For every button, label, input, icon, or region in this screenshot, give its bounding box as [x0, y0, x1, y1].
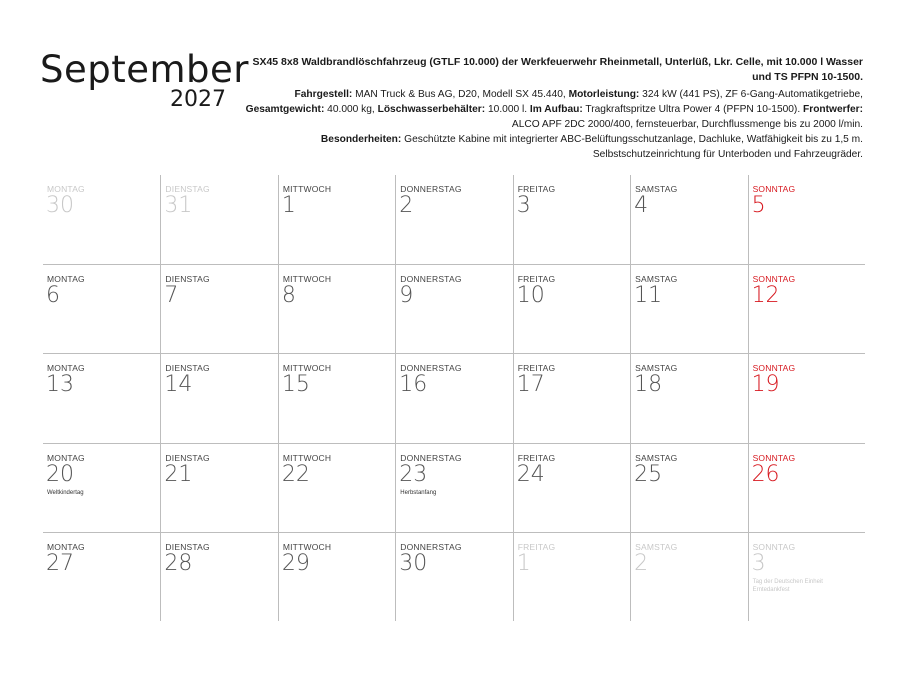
- holiday-note: Weltkindertag: [47, 489, 84, 496]
- day-number: 30: [46, 193, 74, 218]
- month-title: September: [40, 48, 250, 91]
- day-cell: [630, 264, 747, 353]
- day-number: 4: [634, 193, 649, 218]
- vehicle-title: SX45 8x8 Waldbrandlöschfahrzeug (GTLF 10.000) der Werkfeuerwehr Rheinmetall, Unterlüß, Lkr. Celle, mit 10.000 l Wasser und TS PFPN 10-1500.: [252, 56, 863, 83]
- day-cell: [513, 175, 630, 264]
- day-cell: [630, 443, 747, 532]
- weekday-label: DIENSTAG: [165, 363, 210, 374]
- day-cell: [395, 443, 512, 532]
- day-cell: [630, 353, 747, 442]
- day-cell: [630, 532, 747, 621]
- day-number: 3: [751, 550, 766, 576]
- weekday-label: MITTWOCH: [282, 274, 332, 285]
- day-number: 13: [46, 372, 74, 398]
- day-number: 31: [164, 193, 193, 218]
- day-number: 23: [399, 461, 428, 487]
- day-cell: [43, 532, 160, 621]
- day-number: 22: [281, 461, 310, 487]
- weekday-label: FREITAG: [517, 363, 556, 374]
- weekday-label: SAMSTAG: [635, 274, 678, 285]
- day-cell: [160, 175, 277, 264]
- vehicle-description: [245, 55, 863, 162]
- weekday-label: DIENSTAG: [165, 452, 210, 463]
- weekday-label: FREITAG: [517, 184, 556, 194]
- day-number: 1: [516, 550, 531, 576]
- weekday-label: DONNERSTAG: [400, 541, 462, 552]
- weekday-label: SONNTAG: [752, 541, 796, 552]
- holiday-note: Tag der Deutschen Einheit Erntedankfest: [752, 578, 823, 593]
- tank-label: Löschwasserbehälter:: [377, 104, 486, 115]
- weekday-label: SAMSTAG: [635, 363, 678, 374]
- tank-value: 10.000 l.: [485, 104, 530, 115]
- year-label: 2027: [170, 87, 226, 112]
- day-number: 2: [399, 193, 414, 218]
- day-cell: [160, 264, 277, 353]
- day-number: 29: [281, 550, 310, 576]
- day-number: 5: [751, 193, 766, 218]
- day-cell: [513, 264, 630, 353]
- day-number: 17: [516, 372, 545, 398]
- weekday-label: MONTAG: [47, 541, 85, 552]
- weekday-label: SAMSTAG: [635, 541, 678, 552]
- weekday-label: MONTAG: [47, 274, 85, 285]
- weekday-label: DIENSTAG: [165, 274, 210, 285]
- weekday-label: FREITAG: [517, 274, 556, 285]
- vehicle-specs: [245, 87, 863, 132]
- day-cell: [748, 443, 865, 532]
- monitor-value: ALCO APF 2DC 2000/400, fernsteuerbar, Durchflussmenge bis zu 2000 l/min.: [511, 119, 863, 130]
- weight-label: Gesamtgewicht:: [245, 104, 325, 115]
- day-cell: [43, 443, 160, 532]
- weight-value: 40.000 kg,: [324, 104, 378, 115]
- day-cell: [513, 353, 630, 442]
- monitor-label: Frontwerfer:: [803, 104, 863, 115]
- day-cell: [395, 175, 512, 264]
- holiday-note: Herbstanfang: [400, 489, 437, 496]
- weekday-label: FREITAG: [517, 541, 556, 552]
- chassis-label: Fahrgestell:: [294, 89, 353, 100]
- power-label: Motorleistung:: [568, 89, 640, 100]
- day-cell: [43, 175, 160, 264]
- day-cell: [748, 353, 865, 442]
- weekday-label: MONTAG: [47, 452, 85, 463]
- day-cell: [43, 264, 160, 353]
- power-value: 324 kW (441 PS), ZF 6-Gang-Automatikgetriebe,: [639, 89, 863, 100]
- weekday-label: DIENSTAG: [165, 541, 210, 552]
- weekday-label: SONNTAG: [752, 274, 796, 285]
- day-number: 20: [46, 461, 74, 487]
- day-number: 25: [634, 461, 663, 487]
- day-cell: [160, 532, 277, 621]
- day-number: 18: [634, 372, 663, 398]
- day-cell: [395, 353, 512, 442]
- day-number: 10: [516, 283, 545, 309]
- weekday-label: MITTWOCH: [282, 184, 332, 194]
- day-cell: [513, 443, 630, 532]
- weekday-label: DIENSTAG: [165, 184, 210, 194]
- day-cell: [160, 353, 277, 442]
- day-number: 27: [46, 550, 74, 576]
- day-cell: [278, 264, 395, 353]
- day-cell: [278, 353, 395, 442]
- weekday-label: SONNTAG: [752, 184, 796, 194]
- chassis-value: MAN Truck & Bus AG, D20, Modell SX 45.440,: [352, 89, 569, 100]
- day-cell: [748, 175, 865, 264]
- day-cell: [513, 532, 630, 621]
- day-cell: [160, 443, 277, 532]
- day-cell: [395, 264, 512, 353]
- body-label: Im Aufbau:: [529, 104, 583, 115]
- special-value: Geschützte Kabine mit integrierter ABC-Belüftungsschutzanlage, Dachluke, Watfähigkeit bis zu 1,5 m. Selbstschutzeinrichtung für Unterboden und Fahrzeugräder.: [401, 134, 863, 160]
- day-number: 19: [751, 372, 780, 398]
- special-label: Besonderheiten:: [320, 134, 402, 145]
- day-number: 30: [399, 550, 428, 576]
- day-cell: [278, 443, 395, 532]
- vehicle-special: [245, 132, 863, 162]
- day-number: 12: [751, 283, 780, 309]
- calendar-header: [0, 0, 907, 170]
- day-cell: [395, 532, 512, 621]
- day-number: 14: [164, 372, 193, 398]
- weekday-label: DONNERSTAG: [400, 452, 462, 463]
- weekday-label: SONNTAG: [752, 452, 796, 463]
- day-number: 2: [634, 550, 649, 576]
- weekday-label: MONTAG: [47, 184, 85, 194]
- day-number: 21: [164, 461, 193, 487]
- day-number: 9: [399, 283, 414, 309]
- day-cell: [748, 264, 865, 353]
- weekday-label: MONTAG: [47, 363, 85, 374]
- weekday-label: MITTWOCH: [282, 452, 332, 463]
- weekday-label: SONNTAG: [752, 363, 796, 374]
- day-cell: [630, 175, 747, 264]
- day-number: 6: [46, 283, 60, 309]
- day-cell: [278, 532, 395, 621]
- weekday-label: DONNERSTAG: [400, 363, 462, 374]
- day-number: 28: [164, 550, 193, 576]
- day-number: 3: [516, 193, 531, 218]
- day-number: 15: [281, 372, 310, 398]
- day-number: 24: [516, 461, 545, 487]
- day-number: 16: [399, 372, 428, 398]
- weekday-label: DONNERSTAG: [400, 274, 462, 285]
- day-number: 26: [751, 461, 780, 487]
- calendar-grid: [43, 175, 865, 621]
- weekday-label: SAMSTAG: [635, 452, 678, 463]
- day-number: 7: [164, 283, 179, 309]
- day-number: 8: [281, 283, 296, 309]
- weekday-label: MITTWOCH: [282, 363, 332, 374]
- day-cell: [43, 353, 160, 442]
- weekday-label: MITTWOCH: [282, 541, 332, 552]
- weekday-label: FREITAG: [517, 452, 556, 463]
- day-cell: [748, 532, 865, 621]
- day-number: 11: [634, 283, 663, 309]
- day-cell: [278, 175, 395, 264]
- weekday-label: DONNERSTAG: [400, 184, 462, 194]
- body-value: Tragkraftspritze Ultra Power 4 (PFPN 10-1500).: [582, 104, 803, 115]
- day-number: 1: [281, 193, 296, 218]
- weekday-label: SAMSTAG: [635, 184, 678, 194]
